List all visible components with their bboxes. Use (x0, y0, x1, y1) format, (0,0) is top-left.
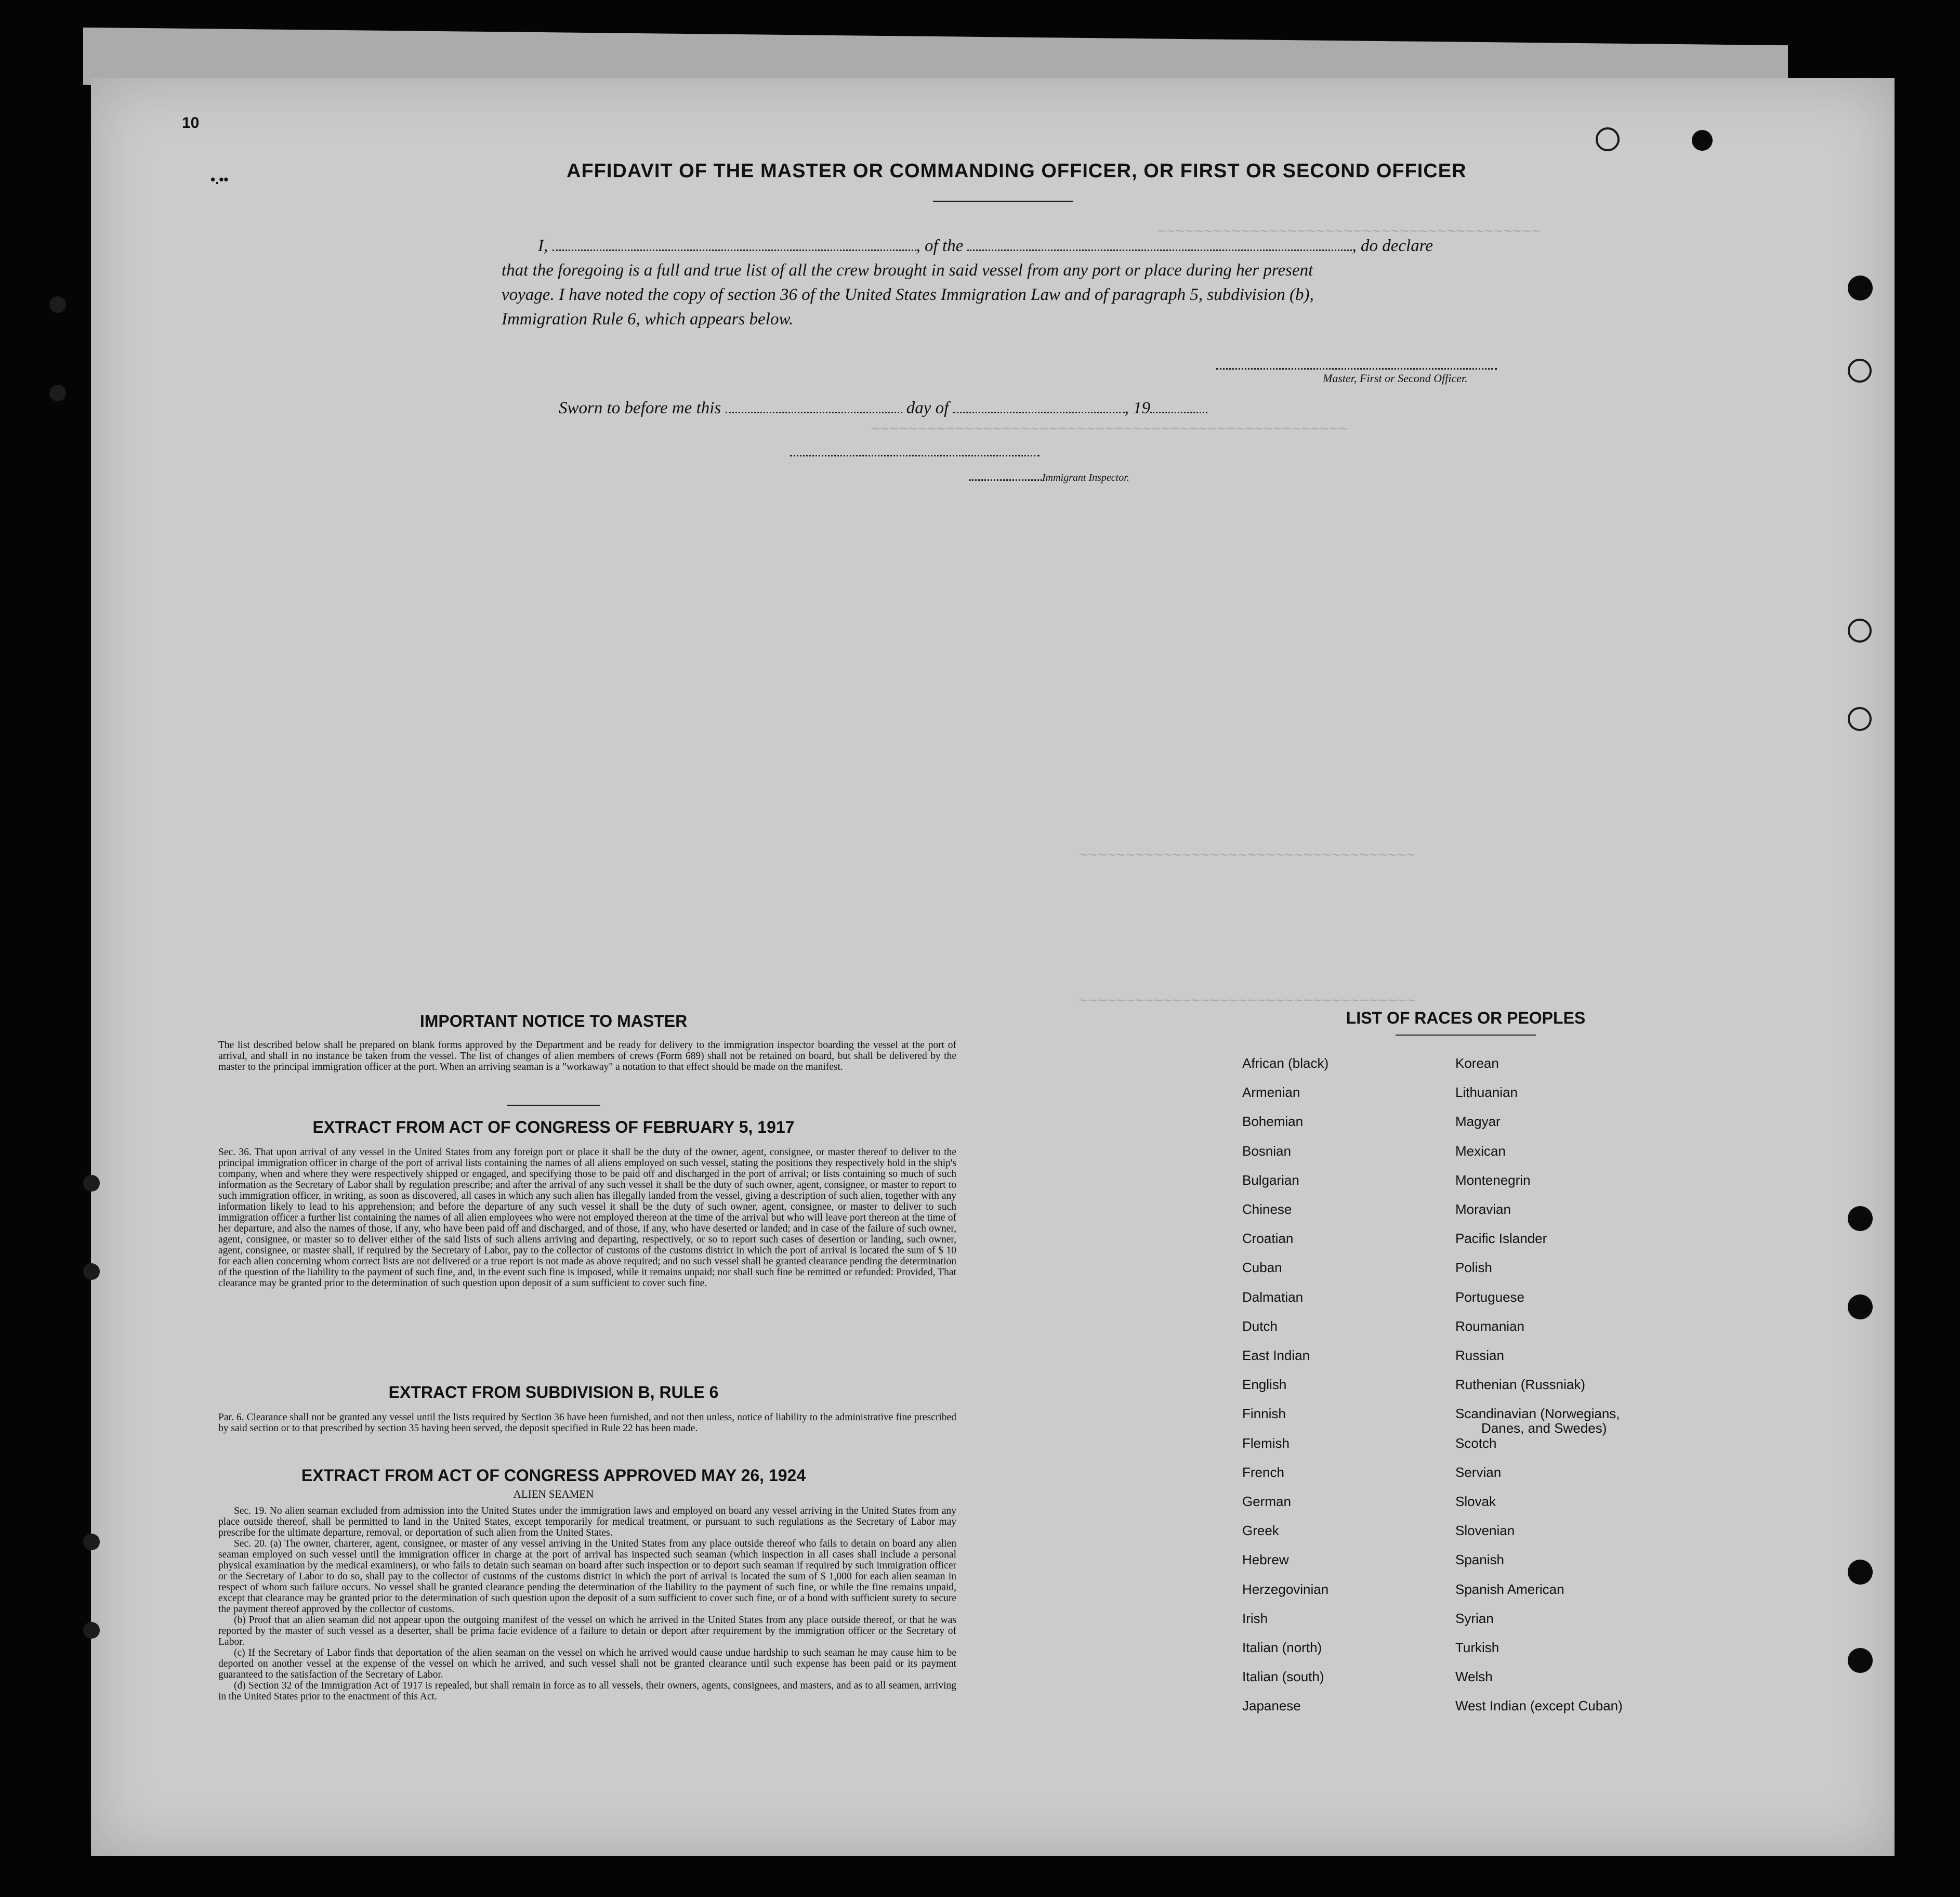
race-item: Polish (1455, 1260, 1492, 1276)
race-item: Scandinavian (Norwegians, (1455, 1406, 1620, 1422)
race-item: Italian (south) (1242, 1669, 1324, 1685)
race-item: Spanish (1455, 1552, 1504, 1568)
punch-hole (1848, 276, 1873, 300)
document-sheet (91, 78, 1895, 1856)
race-item: Turkish (1455, 1640, 1499, 1655)
punch-hole (1848, 1206, 1873, 1231)
master-signature-label: Master, First or Second Officer. (1323, 372, 1468, 385)
race-item: Servian (1455, 1464, 1502, 1480)
rule-6-title: EXTRACT FROM SUBDIVISION B, RULE 6 (388, 1383, 719, 1402)
margin-page-number: 10 (182, 114, 200, 132)
race-item: Scotch (1455, 1435, 1497, 1451)
punch-hole (49, 296, 66, 313)
inspector-signature-line (790, 455, 1040, 456)
punch-hole (1692, 130, 1713, 151)
race-item: Mexican (1455, 1143, 1506, 1159)
race-item: Irish (1242, 1610, 1268, 1626)
race-item: East Indian (1242, 1347, 1310, 1363)
race-item: English (1242, 1377, 1287, 1393)
race-item: Armenian (1242, 1084, 1300, 1101)
sec-20d: (d) Section 32 of the Immigration Act of 1917 is repealed, but shall remain in force as to all vessels, their owners, agents, consignees, and masters, and as to all seamen, arriving in the United States prior to the enactment of this Act. (218, 1680, 956, 1702)
affidavit-line4: Immigration Rule 6, which appears below. (502, 310, 794, 329)
race-item: Slovenian (1455, 1523, 1515, 1539)
name-blank (553, 250, 916, 251)
notice-title: IMPORTANT NOTICE TO MASTER (419, 1012, 688, 1030)
rule-6-text: Par. 6. Clearance shall not be granted any vessel until the lists required by Section 36 have been furnished, and not then unless, notice of liability to the administrative fine prescribed by said section or to that prescribed by section 35 having been served, the deposit specified in Rule 22 has been made. (218, 1412, 956, 1434)
race-item: Bulgarian (1242, 1172, 1299, 1188)
race-item: Dutch (1242, 1318, 1278, 1334)
race-item: Portuguese (1455, 1289, 1524, 1305)
day-of-text: day of (906, 399, 949, 417)
bleed-through-text: ~~~~~~~~~~~~~~~~~~~~~~~~~~~~~~~~~~~~ (1078, 847, 1416, 865)
race-item: Chinese (1242, 1201, 1292, 1217)
sec-20a: Sec. 20. (a) The owner, charterer, agent, consignee, or master of any vessel arriving in the United States from any place outside thereof who fails to detain on board any alien seaman employed on such vessel until the immigration officer in charge at the port of arrival has inspected such seaman (which inspection in all cases shall include a personal physical examination by the medical examiners), or who fails to detain such seaman on board after such inspection or to deport such seaman if required by such immigration officer or the Secretary of Labor to do so, shall pay to the collector of customs of the customs district in which the port of arrival is located the sum of $ 1,000 for each alien seaman in respect of whom such failure occurs. No vessel shall be granted clearance pending the determination of the liability to the payment of such fine, or while the fine remains unpaid, except that clearance may be granted prior to the determination of such question upon the deposit of a sum sufficient to cover such fine, or of a bond with sufficient surety to secure the payment thereof approved by the collector of customs. (218, 1538, 956, 1615)
extract-1924-title: EXTRACT FROM ACT OF CONGRESS APPROVED MAY 26, 1924 (301, 1466, 806, 1485)
race-item: Korean (1455, 1055, 1499, 1071)
race-item: Moravian (1455, 1201, 1511, 1217)
inspector-label (969, 472, 1129, 484)
day-blank (726, 412, 902, 413)
affidavit-line2: that the foregoing is a full and true list of all the crew brought in said vessel from any port or place during her present (502, 261, 1313, 280)
affidavit-i: I, (538, 237, 548, 255)
bleed-through-text: ~~~~~~~~~~~~~~~~~~~~~~~~~~~~~~~~~~~~~~~~~~~~~~~~~~~ (871, 421, 1348, 439)
punch-hole (1596, 127, 1620, 151)
punch-hole (49, 385, 66, 401)
race-item: Danes, and Swedes) (1481, 1420, 1607, 1436)
bleed-through-text: ~~~~~~~~~~~~~~~~~~~~~~~~~~~~~~~~~~~~~~~~~ (1156, 224, 1541, 241)
sworn-line (559, 396, 1338, 421)
race-item: Ruthenian (Russniak) (1455, 1377, 1586, 1393)
race-item: Spanish American (1455, 1581, 1564, 1597)
affidavit-line3: voyage. I have noted the copy of section 36 of the United States Immigration Law and of paragraph 5, subdivision (b), (502, 285, 1314, 304)
race-item: Welsh (1455, 1669, 1493, 1685)
races-title-underline (1396, 1035, 1536, 1036)
affidavit-title: AFFIDAVIT OF THE MASTER OR COMMANDING OFFICER, OR FIRST OR SECOND OFFICER (567, 160, 1467, 182)
race-item: Bohemian (1242, 1114, 1304, 1130)
margin-mark: •.•• (211, 172, 229, 187)
inspector-label-text: Immigrant Inspector. (1042, 472, 1129, 483)
punch-hole (83, 1622, 100, 1639)
punch-hole (83, 1534, 100, 1550)
race-item: Magyar (1455, 1114, 1501, 1130)
race-item: Japanese (1242, 1698, 1301, 1714)
punch-hole (1848, 359, 1872, 383)
race-item: Bosnian (1242, 1143, 1291, 1159)
race-item: Cuban (1242, 1260, 1282, 1276)
race-item: Hebrew (1242, 1552, 1289, 1568)
sworn-text: Sworn to before me this (559, 399, 721, 417)
year-prefix: , 19 (1124, 399, 1151, 417)
sec-19: Sec. 19. No alien seaman excluded from admission into the United States under the immigration laws and employed on board any vessel arriving in the United States from any place outside thereof, shall be permitted to land in the United States, except temporarily for medical treatment, or pursuant to such regulations as the Secretary of Labor may prescribe for the ultimate departure, removal, or deportation of such alien from the United States. (218, 1506, 956, 1538)
race-item: Slovak (1455, 1494, 1496, 1509)
extract-1917-title: EXTRACT FROM ACT OF CONGRESS OF FEBRUARY 5, 1917 (312, 1118, 795, 1136)
races-list (1242, 1055, 1710, 1762)
race-item: Herzegovinian (1242, 1581, 1329, 1597)
punch-hole (1848, 1648, 1873, 1673)
race-item: Montenegrin (1455, 1172, 1531, 1188)
race-item: Greek (1242, 1523, 1279, 1539)
sec-20b: (b) Proof that an alien seaman did not appear upon the outgoing manifest of the vessel on which he arrived in the United States from any place outside thereof, or that he was reported by the master of such vessel as a deserter, shall be prima facie evidence of a failure to detain or deport after requirement by the immigration officer or the Secretary of Labor. (218, 1615, 956, 1647)
race-item: Syrian (1455, 1610, 1494, 1626)
race-item: West Indian (except Cuban) (1455, 1698, 1623, 1714)
affidavit-declare: , do declare (1352, 237, 1433, 255)
race-item: Pacific Islander (1455, 1231, 1547, 1247)
races-title: LIST OF RACES OR PEOPLES (1346, 1009, 1586, 1027)
race-item: Lithuanian (1455, 1084, 1518, 1101)
divider (507, 1105, 600, 1106)
extract-1924-body (218, 1506, 956, 1702)
race-item: French (1242, 1464, 1284, 1480)
affidavit-of: , of the (916, 237, 964, 255)
title-underline (933, 201, 1073, 202)
race-item: Flemish (1242, 1435, 1290, 1451)
month-blank (953, 412, 1125, 413)
inspector-blank (969, 479, 1042, 481)
race-item: African (black) (1242, 1055, 1329, 1071)
race-item: Roumanian (1455, 1318, 1524, 1334)
race-item: Italian (north) (1242, 1640, 1322, 1655)
affidavit-body (502, 234, 1489, 332)
year-blank (1150, 412, 1207, 413)
extract-1917-text: Sec. 36. That upon arrival of any vessel in the United States from any foreign port or place it shall be the duty of the owner, agent, consignee, or master thereof to deliver to the principal immigration officer in charge of the port of arrival lists containing the names of all aliens employed on such vessel, stating the positions they respectively hold in the ship's company, when and where they were respectively shipped or engaged, and specifying those to be paid off and discharged in the port of arrival; or lists containing so much of such information as the Secretary of Labor shall by regulation prescribe; and after the arrival of any such vessel it shall be the duty of such owner, agent, consignee, or master to report to such immigration officer, in writing, as soon as discovered, all cases in which any such alien has illegally landed from the vessel, giving a description of such alien, together with any information likely to lead to his apprehension; and before the departure of any such vessel it shall be the duty of such owner, agent, consignee, or master to deliver to such immigration officer a further list containing the names of all alien employees who were not employed thereon at the time of the arrival but who will leave port thereon at the time of her departure, and also the names of those, if any, who have been paid off and discharged, and of those, if any, who have deserted or landed; and in case of the failure of such owner, agent, consignee, or master so to deliver either of the said lists of such aliens arriving and departing, respectively, or so to report such cases of desertion or landing, such owner, agent, consignee, or master shall, if required by the Secretary of Labor, pay to the collector of customs of the customs district in which the port of arrival is located the sum of $ 10 for each alien concerning whom correct lists are not delivered or a true report is not made as above required; and no such vessel shall be granted clearance pending the determination of the question of the liability to the payment of such fine, and, in the event such fine is imposed, while it remains unpaid; nor shall such fine be remitted or refunded: Provided, That clearance may be granted prior to the determination of such question upon deposit of a sum sufficient to cover such fine. (218, 1147, 956, 1289)
punch-hole (1848, 707, 1872, 731)
punch-hole (83, 1263, 100, 1280)
vessel-blank (967, 250, 1352, 251)
punch-hole (1848, 1294, 1873, 1319)
punch-hole (83, 1175, 100, 1192)
master-signature-line (1216, 368, 1497, 370)
race-item: Dalmatian (1242, 1289, 1304, 1305)
sec-20c: (c) If the Secretary of Labor finds that deportation of the alien seaman on the vessel on which he arrived would cause undue hardship to such seaman he may cause him to be deported on another vessel at the expense of the vessel on which he arrived, and such vessel shall not be granted clearance until such expense has been paid or its payment guaranteed to the satisfaction of the Secretary of Labor. (218, 1647, 956, 1680)
punch-hole (1848, 619, 1872, 643)
bleed-through-text: ~~~~~~~~~~~~~~~~~~~~~~~~~~~~~~~~~~~~ (1078, 993, 1416, 1011)
race-item: Russian (1455, 1347, 1504, 1363)
race-item: Finnish (1242, 1406, 1286, 1422)
notice-text: The list described below shall be prepared on blank forms approved by the Department and be ready for delivery to the immigration inspector boarding the vessel at the port of arrival, and shall in no instance be taken from the vessel. The list of changes of alien members of crews (Form 689) shall not be retained on board, but shall be delivered by the master to the principal immigration officer at the port. When an arriving seaman is a "workaway" a notation to that effect should be made on the manifest. (218, 1040, 956, 1072)
race-item: German (1242, 1494, 1291, 1509)
race-item: Croatian (1242, 1231, 1294, 1247)
extract-1924-subtitle: ALIEN SEAMEN (513, 1488, 594, 1500)
punch-hole (1848, 1560, 1873, 1585)
